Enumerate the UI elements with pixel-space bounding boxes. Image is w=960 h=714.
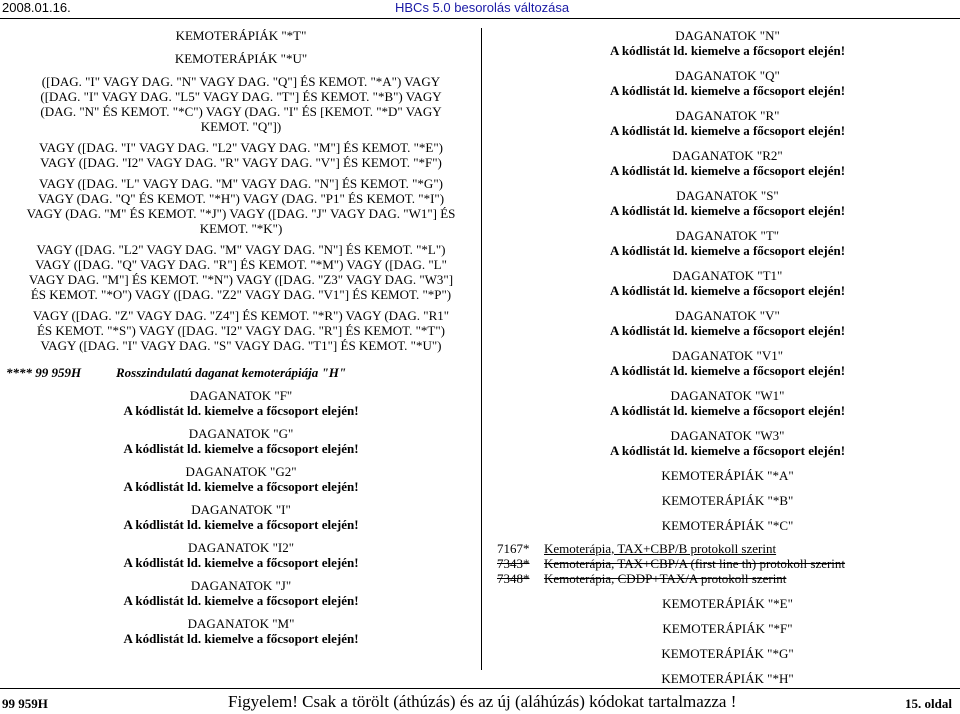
tumor-group-entry [495,108,960,138]
tumor-group-entry [495,148,960,178]
header-date: 2008.01.16. [2,0,71,15]
condition-line: VAGY (DAG. "Q" ÉS KEMOT. "*H") VAGY (DAG. "P1" ÉS KEMOT. "*I") [37,191,445,206]
chemotherapy-group-label: KEMOTERÁPIÁK "*C" [661,518,794,533]
code-list-note: A kódlistát ld. kiemelve a főcsoport elején! [609,43,846,58]
tumor-group-label: DAGANATOK "M" [187,616,295,631]
tumor-group-label: DAGANATOK "Q" [675,68,780,83]
condition-line: VAGY ([DAG. "I" VAGY DAG. "S" VAGY DAG. "T1"] ÉS KEMOT. "*U") [40,338,442,353]
condition-line: ÉS KEMOT. "*O") VAGY ([DAG. "Z2" VAGY DAG. "V1"] ÉS KEMOT. "*P") [30,287,452,302]
tumor-group-label: DAGANATOK "J" [190,578,292,593]
code-list-note: A kódlistát ld. kiemelve a főcsoport elején! [609,123,846,138]
procedure-code: 7343* [497,556,530,571]
code-list-note: A kódlistát ld. kiemelve a főcsoport elején! [123,441,359,456]
code-list-note: A kódlistát ld. kiemelve a főcsoport elején! [609,403,846,418]
footer-code: 99 959H [2,696,48,711]
section-code: **** 99 959H [6,365,82,380]
tumor-group-entry [495,388,960,418]
condition-line: ÉS KEMOT. "*S") VAGY ([DAG. "I2" VAGY DAG. "R"] ÉS KEMOT. "*T") [36,323,445,338]
code-list-note: A kódlistát ld. kiemelve a főcsoport elején! [609,443,846,458]
condition-line: VAGY ([DAG. "I" VAGY DAG. "L2" VAGY DAG. "M"] ÉS KEMOT. "*E") [39,140,443,155]
procedure-description: Kemoterápia, CDDP+TAX/A protokoll szerint [544,571,787,586]
condition-line: VAGY ([DAG. "L" VAGY DAG. "M" VAGY DAG. "N"] ÉS KEMOT. "*G") [39,176,443,191]
condition-block [6,74,476,353]
code-list-note: A kódlistát ld. kiemelve a főcsoport elején! [123,403,359,418]
procedure-code-row [497,556,960,571]
code-list-note: A kódlistát ld. kiemelve a főcsoport elején! [609,243,846,258]
footer-message: Figyelem! Csak a törölt (áthúzás) és az új (aláhúzás) kódokat tartalmazza ! [228,692,737,711]
tumor-group-label: DAGANATOK "R2" [672,148,783,163]
tumor-group-entry [6,464,476,494]
tumor-group-entry [495,28,960,58]
tumor-group-label: DAGANATOK "T1" [672,268,783,283]
left-column [6,28,476,646]
tumor-group-label: DAGANATOK "R" [675,108,780,123]
tumor-group-label: DAGANATOK "V1" [671,348,784,363]
tumor-group-label: DAGANATOK "V" [675,308,780,323]
chemotherapy-group-label: KEMOTERÁPIÁK "*A" [661,468,794,483]
chemotherapy-group-label: KEMOTERÁPIÁK "*F" [662,621,793,636]
footer-divider [0,688,960,689]
condition-line: VAGY ([DAG. "Q" VAGY DAG. "R"] ÉS KEMOT. "*M") VAGY ([DAG. "L" [35,257,447,272]
condition-line: ([DAG. "I" VAGY DAG. "N" VAGY DAG. "Q"] ÉS KEMOT. "*A") VAGY [41,74,441,89]
condition-line: ([DAG. "I" VAGY DAG. "L5" VAGY DAG. "T"] ÉS KEMOT. "*B") VAGY [40,89,442,104]
right-entry-list [495,28,960,458]
tumor-group-label: DAGANATOK "W3" [670,428,785,443]
procedure-description: Kemoterápia, TAX+CBP/B protokoll szerint [544,541,777,556]
tumor-group-label: DAGANATOK "W1" [670,388,785,403]
right-column [495,28,960,696]
section-title: Rosszindulatú daganat kemoterápiája "H" [116,365,347,380]
code-list-note: A kódlistát ld. kiemelve a főcsoport elején! [123,631,359,646]
condition-line: (DAG. "N" ÉS KEMOT. "*C") VAGY (DAG. "I" ÉS [KEMOT. "*D" VAGY [40,104,442,119]
left-entry-list [6,388,476,646]
chemotherapy-group-label: KEMOTERÁPIÁK "*G" [661,646,794,661]
header-title: HBCs 5.0 besorolás változása [395,0,570,15]
tumor-group-label: DAGANATOK "I" [191,502,291,517]
tumor-group-entry [495,228,960,258]
tumor-group-entry [6,388,476,418]
tumor-group-label: DAGANATOK "T" [675,228,780,243]
chemotherapy-group-label: KEMOTERÁPIÁK "*E" [662,596,793,611]
tumor-group-entry [6,426,476,456]
kem-header-t: KEMOTERÁPIÁK "*T" [175,28,307,43]
code-list-note: A kódlistát ld. kiemelve a főcsoport elején! [123,593,359,608]
condition-line: VAGY DAG. "M"] ÉS KEMOT. "*N") VAGY ([DAG. "Z3" VAGY DAG. "W3"] [28,272,454,287]
condition-line: VAGY ([DAG. "I2" VAGY DAG. "R" VAGY DAG. "V"] ÉS KEMOT. "*F") [40,155,442,170]
condition-line: KEMOT. "*K") [199,221,283,236]
tumor-group-entry [495,268,960,298]
tumor-group-entry [495,348,960,378]
column-divider [481,28,482,670]
tumor-group-entry [6,578,476,608]
chemotherapy-group-label: KEMOTERÁPIÁK "*H" [661,671,794,686]
tumor-group-entry [6,616,476,646]
code-list-note: A kódlistát ld. kiemelve a főcsoport elején! [609,323,846,338]
kem-header-u: KEMOTERÁPIÁK "*U" [174,51,308,66]
code-list-note: A kódlistát ld. kiemelve a főcsoport elején! [123,479,359,494]
footer-page: 15. oldal [905,696,952,711]
tumor-group-entry [495,428,960,458]
tumor-group-label: DAGANATOK "S" [676,188,779,203]
procedure-code: 7167* [497,541,530,556]
procedure-code-row [497,571,960,586]
tumor-group-entry [495,188,960,218]
code-list-note: A kódlistát ld. kiemelve a főcsoport elején! [609,83,846,98]
tumor-group-entry [6,540,476,570]
code-list-note: A kódlistát ld. kiemelve a főcsoport elején! [123,555,359,570]
code-list-note: A kódlistát ld. kiemelve a főcsoport elején! [609,283,846,298]
condition-line: VAGY (DAG. "M" ÉS KEMOT. "*J") VAGY ([DAG. "J" VAGY DAG. "W1"] ÉS [26,206,456,221]
tumor-group-label: DAGANATOK "F" [189,388,293,403]
procedure-code: 7348* [497,571,530,586]
procedure-description: Kemoterápia, TAX+CBP/A (first line th) protokoll szerint [544,556,846,571]
code-list-note: A kódlistát ld. kiemelve a főcsoport elején! [609,203,846,218]
tumor-group-label: DAGANATOK "I2" [187,540,295,555]
condition-line: VAGY ([DAG. "L2" VAGY DAG. "M" VAGY DAG. "N"] ÉS KEMOT. "*L") [36,242,446,257]
kem-list-b [495,596,960,686]
tumor-group-label: DAGANATOK "G2" [185,464,297,479]
tumor-group-entry [495,68,960,98]
section-heading [6,365,476,380]
procedure-code-row [497,541,960,556]
tumor-group-entry [495,308,960,338]
kem-list-a [495,468,960,533]
condition-line: VAGY ([DAG. "Z" VAGY DAG. "Z4"] ÉS KEMOT. "*R") VAGY (DAG. "R1" [32,308,450,323]
code-list-note: A kódlistát ld. kiemelve a főcsoport elején! [609,363,846,378]
code-list [497,541,960,586]
condition-line: KEMOT. "Q"]) [200,119,282,134]
code-list-note: A kódlistát ld. kiemelve a főcsoport elején! [609,163,846,178]
tumor-group-label: DAGANATOK "N" [675,28,780,43]
header-divider [0,18,960,19]
tumor-group-entry [6,502,476,532]
tumor-group-label: DAGANATOK "G" [188,426,294,441]
code-list-note: A kódlistát ld. kiemelve a főcsoport elején! [123,517,359,532]
chemotherapy-group-label: KEMOTERÁPIÁK "*B" [661,493,794,508]
